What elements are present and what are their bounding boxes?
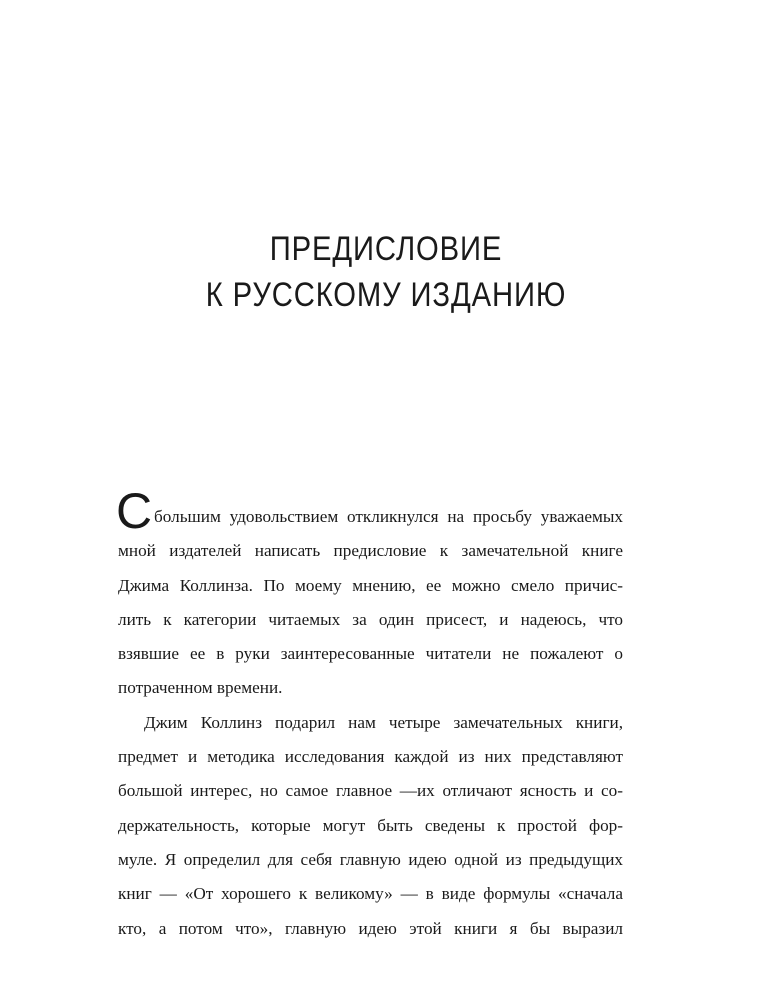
paragraph-1-line-2: мной издателей написать предисловие к замечательной книге	[118, 541, 623, 561]
paragraph-2-line-2: предмет и методика исследования каждой из них представляют	[118, 747, 623, 767]
chapter-title-line-1: ПРЕДИСЛОВИЕ	[269, 230, 503, 268]
paragraph-1-line-6: потраченном времени.	[118, 678, 283, 698]
paragraph-1-line-5: взявшие ее в руки заинтересованные читатели не пожалеют о	[118, 644, 623, 664]
paragraph-2	[118, 706, 623, 946]
body-text	[116, 483, 623, 946]
paragraph-2-line-1: Джим Коллинз подарил нам четыре замечательных книги,	[144, 712, 623, 732]
paragraph-1-line-1-text: большим удовольствием откликнулся на просьбу уважаемых	[154, 507, 623, 526]
paragraph-1-line-4: лить к категории читаемых за один присест, и надеюсь, что	[118, 609, 623, 629]
paragraph-1-line-3: Джима Коллинза. По моему мнению, ее можно смело причис-	[118, 575, 623, 595]
drop-cap: С	[116, 483, 153, 539]
paragraph-2-line-6: книг — «От хорошего к великому» — в виде формулы «сначала	[118, 884, 623, 904]
chapter-title	[54, 226, 718, 318]
paragraph-2-line-7: кто, а потом что», главную идею этой книги я бы выразил	[118, 918, 623, 938]
paragraph-1-line-1	[116, 483, 623, 539]
paragraph-2-line-4: держательность, которые могут быть сведены к простой фор-	[118, 815, 623, 835]
paragraph-2-line-3: большой интерес, но самое главное —их отличают ясность и со-	[118, 781, 623, 801]
paragraph-1	[116, 483, 623, 706]
paragraph-2-line-5: муле. Я определил для себя главную идею одной из предыдущих	[118, 849, 623, 869]
chapter-title-line-2: К РУССКОМУ ИЗДАНИЮ	[205, 276, 567, 314]
